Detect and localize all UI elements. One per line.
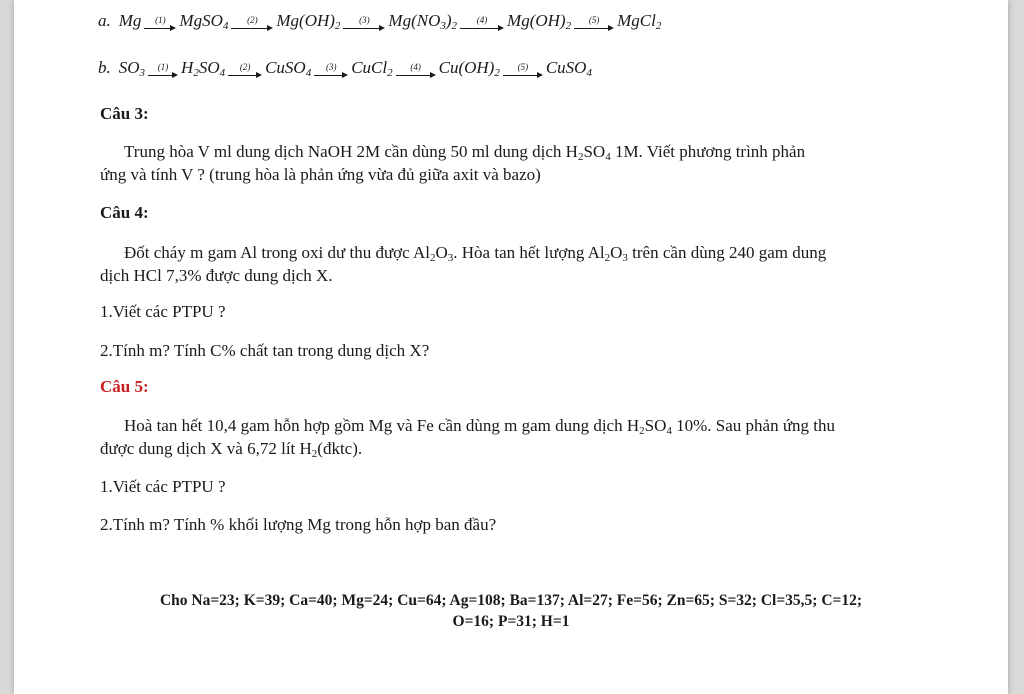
species: CuCl$_2$ [351, 58, 393, 79]
species: $Mg(OH)_2$ [507, 11, 572, 32]
question-4-text-line2: dịch HCl 7,3% được dung dịch X. [100, 266, 333, 285]
question-5-text-line2: được dung dịch X và 6,72 lít $H_2(đktc)$. [100, 439, 363, 460]
species: $SO_3$ [118, 58, 146, 79]
reaction-arrow: (3) [314, 63, 348, 78]
question-4-part-2: 2.Tính m? Tính C% chất tan trong dung dịch X? [100, 341, 430, 360]
question-5-title: Câu 5: [100, 377, 149, 396]
species: CuSO$_4$ [545, 58, 592, 79]
reaction-chain-a [98, 10, 661, 34]
species: MgCl$_2$ [617, 11, 662, 32]
question-3-title: Câu 3: [100, 104, 149, 123]
species: $Mg(NO_3)_2$ [388, 11, 458, 32]
species: $Cu(OH)_2$ [438, 58, 500, 79]
chain-label: b. [98, 58, 111, 77]
reaction-arrow: (2) [228, 63, 262, 78]
question-4-title: Câu 4: [100, 203, 149, 222]
atomic-masses-line1: Cho Na=23; K=39; Ca=40; Mg=24; Cu=64; Ag=108; Ba=137; Al=27; Fe=56; Zn=65; S=32; Cl=35,5; C=12; [159, 592, 863, 609]
question-5-part-1: 1.Viết các PTPU ? [100, 477, 226, 496]
reaction-arrow: (4) [460, 16, 504, 31]
document-page [14, 0, 1008, 694]
reaction-arrow: (1) [144, 16, 176, 31]
reaction-arrow: (4) [396, 63, 436, 78]
atomic-masses-line2: O=16; P=31; H=1 [452, 613, 570, 630]
reaction-arrow: (1) [148, 63, 178, 78]
question-5-part-2: 2.Tính m? Tính % khối lượng Mg trong hỗn hợp ban đầu? [100, 515, 497, 534]
reaction-arrow: (2) [231, 16, 273, 31]
question-3-text-line2: ứng và tính V ? (trung hòa là phản ứng vừa đủ giữa axit và bazo) [100, 165, 541, 184]
species: MgSO$_4$ [179, 11, 229, 32]
question-5-text-line1: Hoà tan hết 10,4 gam hỗn hợp gồm Mg và Fe cần dùng m gam dung dịch $H_2SO_4$ 10%. Sau phản ứng thu [124, 416, 836, 437]
reaction-arrow: (5) [574, 16, 614, 31]
question-3-text-line1: Trung hòa V ml dung dịch NaOH 2M cần dùng 50 ml dung dịch $H_2SO_4$ 1M. Viết phương trình phản [124, 142, 806, 163]
question-4-part-1: 1.Viết các PTPU ? [100, 302, 226, 321]
species: Mg [118, 11, 142, 30]
species: $Mg(OH)_2$ [276, 11, 341, 32]
reaction-arrow: (3) [343, 16, 385, 31]
chain-label: a. [98, 11, 111, 30]
question-4-text-line1: Đốt cháy m gam Al trong oxi dư thu được $Al_2O_3$. Hòa tan hết lượng $Al_2O_3$ trên cần dùng 240 gam dung [124, 243, 827, 264]
reaction-arrow: (5) [503, 63, 543, 78]
reaction-chain-b [98, 57, 592, 81]
species: $H_2SO_4$ [181, 58, 226, 79]
species: CuSO$_4$ [265, 58, 312, 79]
